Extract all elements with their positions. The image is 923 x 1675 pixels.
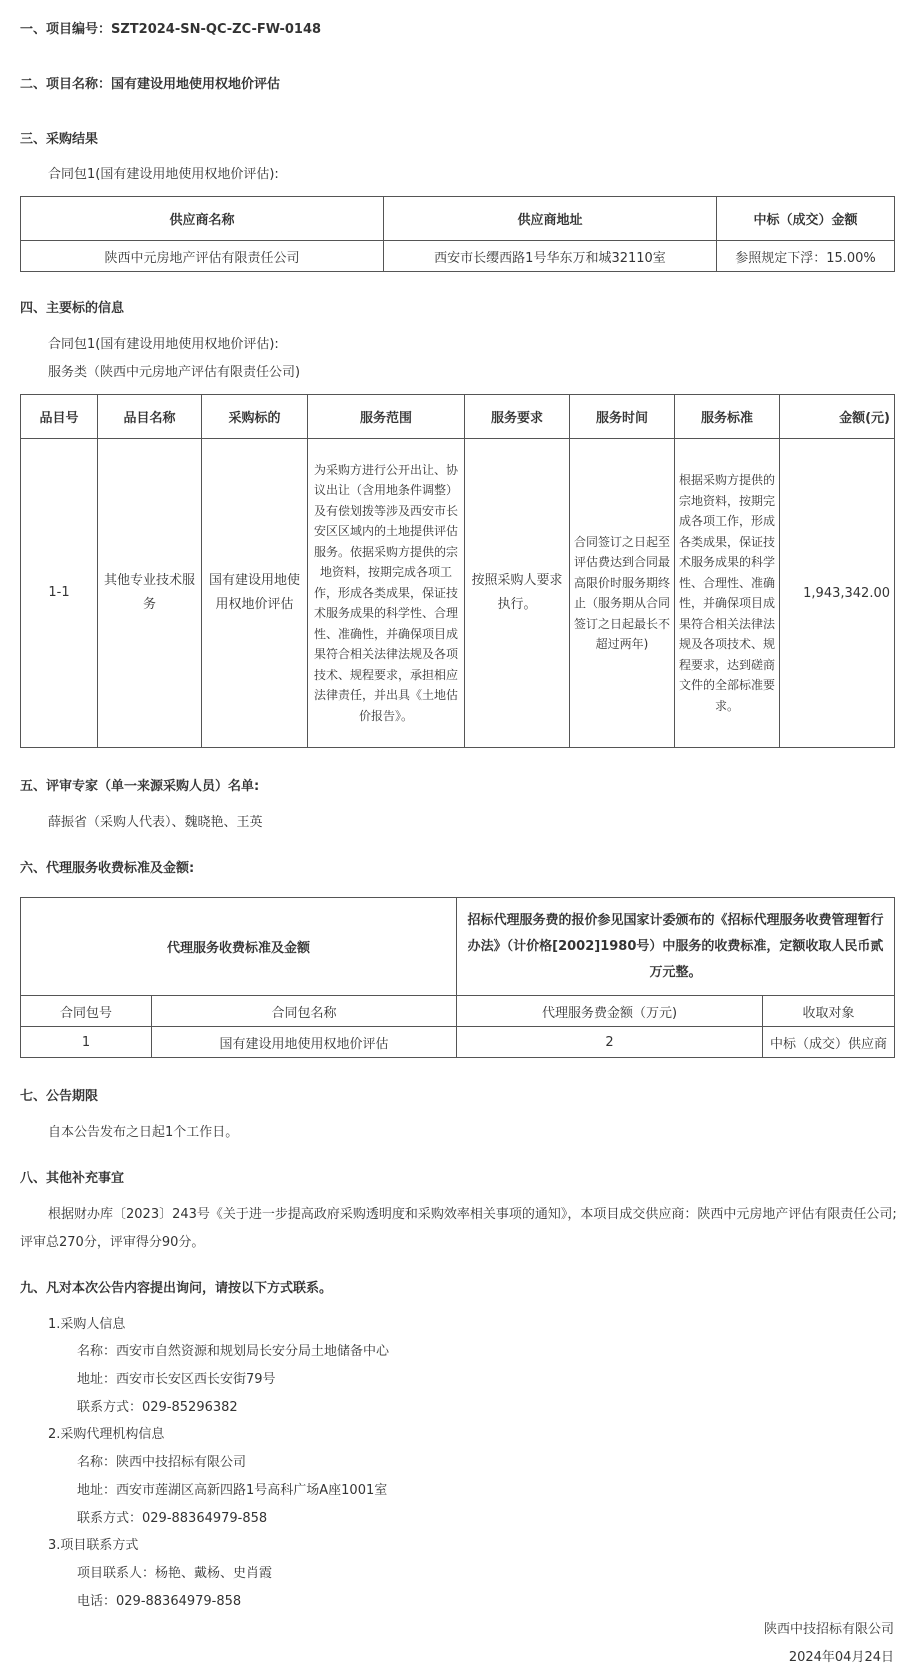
fee-payer: 中标（成交）供应商: [763, 1027, 895, 1058]
section6-heading: 六、代理服务收费标准及金额:: [20, 861, 195, 876]
supplier-address: 西安市长缨西路1号华东万和城32110室: [384, 241, 717, 272]
service-requirement: 按照采购人要求执行。: [465, 439, 570, 748]
notice-period: 自本公告发布之日起1个工作日。: [48, 1125, 239, 1140]
project-number-line: [20, 18, 321, 37]
procurement-subject: 国有建设用地使用权地价评估: [202, 439, 308, 748]
header-service-scope: 服务范围: [308, 395, 465, 439]
service-time: 合同签订之日起至评估费达到合同最高限价时服务期终止（服务期从合同签订之日起最长不超过两年): [570, 439, 675, 748]
purchaser-address: 地址：西安市长安区西长安街79号: [77, 1372, 276, 1387]
package-number: 1: [21, 1027, 152, 1058]
agency-title: 2.采购代理机构信息: [48, 1427, 165, 1442]
item-name: 其他专业技术服务: [98, 439, 202, 748]
purchaser-title: 1.采购人信息: [48, 1317, 126, 1332]
header-service-requirement: 服务要求: [465, 395, 570, 439]
header-service-standard: 服务标准: [675, 395, 780, 439]
section3-heading: 三、采购结果: [20, 132, 99, 147]
footer-date: 2024年04月24日: [788, 1650, 894, 1665]
header-supplier-address: 供应商地址: [384, 197, 717, 241]
section4-category: 服务类（陕西中元房地产评估有限责任公司): [48, 365, 301, 380]
fee-standard-label: 代理服务收费标准及金额: [21, 898, 457, 996]
section3-package: 合同包1(国有建设用地使用权地价评估):: [48, 167, 279, 182]
supplement-line1: 根据财办库〔2023〕243号《关于进一步提高政府采购透明度和采购效率相关事项的通知》，本项目成交供应商：陕西中元房地产评估有限责任公司;: [48, 1207, 897, 1222]
project-name-line: [20, 73, 280, 92]
supplement-line2: 评审总270分，评审得分90分。: [20, 1235, 205, 1250]
project-name-heading: 二、项目名称：: [20, 77, 112, 92]
purchaser-contact: 联系方式：029-85296382: [77, 1400, 238, 1415]
header-procurement-subject: 采购标的: [202, 395, 308, 439]
header-bid-amount: 中标（成交）金额: [717, 197, 895, 241]
service-standard: 根据采购方提供的宗地资料，按期完成各项工作，形成各类成果，保证技术服务成果的科学性、合理性、准确性，并确保项目成果符合相关法律法规及各项技术、规程要求，达到磋商文件的全部标准要求。: [675, 439, 780, 748]
fee-amount: 2: [457, 1027, 763, 1058]
project-number-value: SZT2024-SN-QC-ZC-FW-0148: [111, 22, 322, 37]
header-fee-payer: 收取对象: [763, 996, 895, 1027]
project-contact-title: 3.项目联系方式: [48, 1538, 139, 1553]
agency-name: 名称：陕西中技招标有限公司: [77, 1455, 247, 1470]
main-item-table: [20, 394, 895, 748]
project-name-value: 国有建设用地使用权地价评估: [111, 77, 281, 92]
agency-address: 地址：西安市莲湖区高新四路1号高科广场A座1001室: [77, 1483, 388, 1498]
section5-heading: 五、评审专家（单一来源采购人员）名单:: [20, 779, 260, 794]
procurement-result-table: [20, 196, 895, 272]
section4-package: 合同包1(国有建设用地使用权地价评估):: [48, 337, 279, 352]
project-number-heading: 一、项目编号：: [20, 22, 112, 37]
package-name: 国有建设用地使用权地价评估: [152, 1027, 457, 1058]
agency-fee-table: [20, 897, 895, 1058]
section9-heading: 九、凡对本次公告内容提出询问，请按以下方式联系。: [20, 1281, 333, 1296]
service-scope: 为采购方进行公开出让、协议出让（含用地条件调整）及有偿划拨等涉及西安市长安区区域内的土地提供评估服务。依据采购方提供的宗地资料，按期完成各项工作，形成各类成果，保证技术服务成果的科学性、合理性、准确性，并确保项目成果符合相关法律法规及各项技术、规程要求，承担相应法律责任，并出具《土地估价报告》。: [308, 439, 465, 748]
supplier-name: 陕西中元房地产评估有限责任公司: [21, 241, 384, 272]
section7-heading: 七、公告期限: [20, 1089, 99, 1104]
project-contact-people: 项目联系人：杨艳、戴杨、史肖霞: [77, 1566, 273, 1581]
header-service-time: 服务时间: [570, 395, 675, 439]
agency-contact: 联系方式：029-88364979-858: [77, 1511, 268, 1526]
expert-names: 薛振省（采购人代表）、魏晓艳、王英: [48, 815, 263, 830]
project-contact-phone: 电话：029-88364979-858: [77, 1594, 242, 1609]
header-supplier-name: 供应商名称: [21, 197, 384, 241]
header-fee-amount: 代理服务费金额（万元): [457, 996, 763, 1027]
header-amount: 金额(元): [780, 395, 895, 439]
header-item-number: 品目号: [21, 395, 98, 439]
bid-amount: 参照规定下浮：15.00%: [717, 241, 895, 272]
footer-company: 陕西中技招标有限公司: [763, 1622, 894, 1637]
section4-heading: 四、主要标的信息: [20, 301, 125, 316]
header-package-number: 合同包号: [21, 996, 152, 1027]
fee-standard-text: 招标代理服务费的报价参见国家计委颁布的《招标代理服务收费管理暂行 办法》（计价格[2002]1980号）中服务的收费标准，定额收取人民币贰万元整。: [457, 898, 895, 996]
amount: 1,943,342.00: [780, 439, 895, 748]
item-number: 1-1: [21, 439, 98, 748]
purchaser-name: 名称：西安市自然资源和规划局长安分局土地储备中心: [77, 1344, 390, 1359]
header-item-name: 品目名称: [98, 395, 202, 439]
header-package-name: 合同包名称: [152, 996, 457, 1027]
section8-heading: 八、其他补充事宜: [20, 1171, 125, 1186]
